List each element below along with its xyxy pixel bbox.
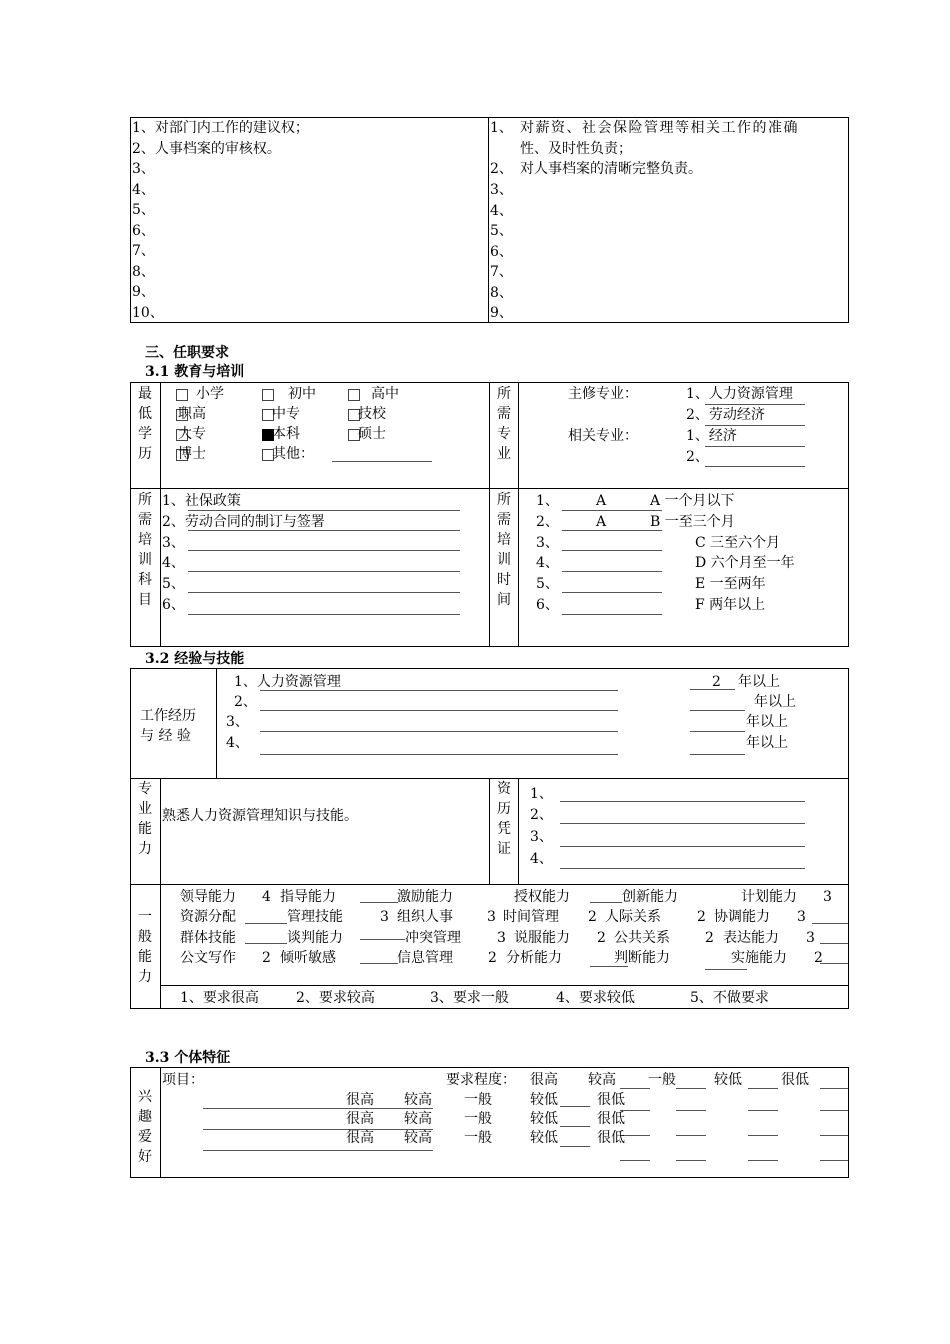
training-item: 5、 bbox=[162, 576, 185, 592]
degree-level: 较高 bbox=[404, 1130, 432, 1146]
ability-name: 时间管理 bbox=[503, 909, 559, 925]
experience-divider bbox=[160, 778, 161, 1009]
ability-name: 指导能力 bbox=[280, 889, 336, 905]
training-line bbox=[188, 530, 460, 531]
option-label: 其他： bbox=[272, 446, 314, 462]
ability-name: 谈判能力 bbox=[287, 930, 343, 946]
certificate-item: 4、 bbox=[530, 851, 553, 867]
training-line bbox=[188, 550, 460, 551]
certificate-line bbox=[560, 846, 805, 847]
training-item: 3、 bbox=[162, 535, 185, 551]
section-3-1-title: 3.1 教育与培训 bbox=[145, 364, 245, 380]
experience-line bbox=[260, 731, 618, 732]
experience-divider bbox=[489, 778, 490, 884]
ability-level: 2 bbox=[588, 909, 597, 925]
work-experience-label: 与 经 验 bbox=[140, 728, 191, 744]
ability-name: 公共关系 bbox=[614, 930, 670, 946]
ability-level: 2 bbox=[814, 950, 823, 966]
ability-level: 3 bbox=[806, 930, 815, 946]
interest-item-line[interactable] bbox=[203, 1108, 433, 1109]
degree-level: 很低 bbox=[781, 1072, 809, 1088]
ability-name: 授权能力 bbox=[514, 889, 570, 905]
ability-level-line bbox=[705, 969, 747, 970]
main-major-1: 1、人力资源管理 bbox=[686, 386, 793, 402]
experience-item: 4、 bbox=[226, 735, 249, 751]
degree-level: 很高 bbox=[346, 1130, 374, 1146]
training-time-legend: D 六个月至一年 bbox=[695, 555, 795, 571]
duty-item: 6、 bbox=[490, 243, 513, 260]
training-time-legend: B 一至三个月 bbox=[650, 514, 735, 530]
professional-ability-text: 熟悉人力资源管理知识与技能。 bbox=[162, 808, 358, 824]
training-time-value: A bbox=[596, 514, 607, 530]
ability-name: 信息管理 bbox=[397, 950, 453, 966]
training-time-value: A bbox=[596, 493, 607, 509]
related-major-1-line bbox=[705, 446, 805, 447]
training-time-line bbox=[562, 592, 662, 593]
duty-item: 4、 bbox=[490, 202, 513, 219]
ability-name: 表达能力 bbox=[723, 930, 779, 946]
interest-item-label: 项目： bbox=[162, 1072, 204, 1088]
ability-level: 2 bbox=[697, 909, 706, 925]
duty-2-num: 2、 bbox=[490, 161, 513, 177]
experience-years-line bbox=[690, 731, 745, 732]
section-3-2-title: 3.2 经验与技能 bbox=[145, 651, 245, 667]
option-label: 技校 bbox=[358, 406, 386, 422]
checkbox-primary-school[interactable] bbox=[176, 389, 188, 401]
right-item: 7、 bbox=[132, 243, 155, 259]
certificate-label: 资 历 凭 证 bbox=[497, 781, 511, 857]
degree-level: 较低 bbox=[530, 1111, 558, 1127]
ability-scale: 3、要求一般 bbox=[430, 990, 509, 1006]
training-item: 2、劳动合同的制订与签署 bbox=[162, 514, 325, 530]
degree-level: 一般 bbox=[648, 1072, 676, 1088]
education-divider bbox=[489, 382, 490, 647]
duty-1-num: 1、 bbox=[490, 120, 513, 136]
degree-line bbox=[748, 1088, 778, 1089]
ability-name: 组织人事 bbox=[397, 909, 453, 925]
degree-level: 较高 bbox=[588, 1072, 616, 1088]
training-time-line bbox=[562, 614, 662, 615]
degree-line bbox=[820, 1135, 848, 1136]
training-item: 4、 bbox=[162, 555, 185, 571]
training-time-num: 2、 bbox=[536, 514, 559, 530]
duty-item: 9、 bbox=[490, 305, 513, 321]
ability-name: 倾听敏感 bbox=[280, 950, 336, 966]
professional-ability-label: 专 业 能 力 bbox=[138, 781, 152, 857]
interest-divider bbox=[160, 1067, 161, 1178]
other-input-line[interactable] bbox=[332, 461, 432, 462]
ability-scale: 2、要求较高 bbox=[296, 990, 375, 1006]
certificate-item: 3、 bbox=[530, 829, 553, 845]
training-time-num: 5、 bbox=[536, 576, 559, 592]
duty-item: 7、 bbox=[490, 264, 513, 280]
option-label: 中专 bbox=[272, 406, 300, 422]
experience-divider bbox=[216, 668, 217, 778]
experience-years-line bbox=[690, 689, 735, 690]
ability-level-line bbox=[245, 943, 287, 944]
education-divider bbox=[518, 382, 519, 647]
ability-level: 3 bbox=[823, 889, 832, 905]
related-major-label: 相关专业： bbox=[568, 428, 638, 444]
training-line bbox=[188, 614, 460, 615]
training-time-num: 1、 bbox=[536, 493, 559, 509]
degree-level: 很高 bbox=[530, 1072, 558, 1088]
ability-scale: 4、要求较低 bbox=[556, 990, 635, 1006]
ability-level-line bbox=[245, 923, 287, 924]
ability-level-line bbox=[820, 963, 848, 964]
degree-level: 较低 bbox=[714, 1072, 742, 1088]
right-item: 1、对部门内工作的建议权； bbox=[132, 120, 309, 136]
ability-name: 说服能力 bbox=[514, 930, 570, 946]
ability-level: 2 bbox=[705, 930, 714, 946]
experience-years: 2 bbox=[712, 674, 721, 690]
degree-level: 一般 bbox=[464, 1130, 492, 1146]
ability-name: 分析能力 bbox=[506, 950, 562, 966]
ability-level: 3 bbox=[797, 909, 806, 925]
certificate-line bbox=[560, 801, 805, 802]
rights-duties-divider bbox=[488, 117, 489, 323]
training-line bbox=[188, 571, 460, 572]
ability-name: 判断能力 bbox=[614, 950, 670, 966]
ability-name: 实施能力 bbox=[731, 950, 787, 966]
certificate-line bbox=[560, 823, 805, 824]
rights-list bbox=[132, 118, 309, 323]
training-line bbox=[188, 592, 460, 593]
experience-item: 2、 bbox=[234, 694, 257, 710]
ability-level-line bbox=[590, 902, 622, 903]
degree-level: 较低 bbox=[530, 1130, 558, 1146]
ability-name: 领导能力 bbox=[180, 889, 236, 905]
duty-1-line2: 性、及时性负责； bbox=[520, 141, 632, 157]
training-time-legend: C 三至六个月 bbox=[695, 535, 781, 551]
degree-level: 较高 bbox=[404, 1092, 432, 1108]
training-time-line bbox=[562, 510, 662, 511]
duty-1-line1: 对薪资、社会保险管理等相关工作的准确 bbox=[520, 120, 799, 136]
training-time-line bbox=[562, 530, 662, 531]
duty-2-text: 对人事档案的清晰完整负责。 bbox=[520, 161, 702, 177]
option-label: 博士 bbox=[178, 446, 206, 462]
main-major-label: 主修专业： bbox=[568, 386, 638, 402]
ability-level: 4 bbox=[262, 889, 271, 905]
training-time-num: 3、 bbox=[536, 535, 559, 551]
right-item: 5、 bbox=[132, 202, 155, 218]
degree-level: 很低 bbox=[597, 1130, 625, 1146]
degree-line bbox=[676, 1160, 706, 1161]
duty-item: 3、 bbox=[490, 182, 513, 198]
interest-degree-label: 要求程度： bbox=[446, 1072, 516, 1088]
option-label: 本科 bbox=[272, 426, 300, 442]
right-item: 3、 bbox=[132, 161, 155, 177]
ability-name: 协调能力 bbox=[714, 909, 770, 925]
degree-line bbox=[748, 1110, 778, 1111]
checkbox-senior-high[interactable] bbox=[348, 389, 360, 401]
degree-line bbox=[820, 1160, 848, 1161]
training-time-label: 所 需 培 训 时 间 bbox=[497, 492, 511, 608]
option-label: 职高 bbox=[178, 406, 206, 422]
experience-item: 3、 bbox=[226, 714, 249, 730]
ability-scale: 1、要求很高 bbox=[180, 990, 259, 1006]
experience-divider bbox=[518, 778, 519, 884]
training-time-legend: F 两年以上 bbox=[695, 597, 766, 613]
ability-level-line bbox=[820, 943, 848, 944]
option-label: 硕士 bbox=[358, 426, 386, 442]
min-education-label: 最 低 学 历 bbox=[138, 386, 152, 462]
main-major-2: 2、劳动经济 bbox=[686, 407, 765, 423]
training-time-num: 6、 bbox=[536, 597, 559, 613]
ability-name: 创新能力 bbox=[622, 889, 678, 905]
degree-line bbox=[620, 1160, 650, 1161]
ability-level-line bbox=[360, 963, 398, 964]
degree-level: 一般 bbox=[464, 1092, 492, 1108]
option-label: 高中 bbox=[371, 386, 399, 402]
option-label: 小学 bbox=[196, 386, 224, 402]
degree-line bbox=[560, 1126, 590, 1127]
training-time-line bbox=[562, 571, 662, 572]
years-unit: 年以上 bbox=[754, 694, 796, 710]
training-time-line bbox=[562, 550, 662, 551]
training-subjects-label: 所 需 培 训 科 目 bbox=[138, 492, 152, 608]
ability-name: 管理技能 bbox=[287, 909, 343, 925]
ability-level: 3 bbox=[487, 909, 496, 925]
degree-line bbox=[560, 1146, 590, 1147]
major-label: 所 需 专 业 bbox=[497, 386, 511, 462]
duties-list-rest bbox=[490, 180, 513, 324]
degree-level: 很高 bbox=[346, 1111, 374, 1127]
option-label: 大专 bbox=[178, 426, 206, 442]
right-item: 8、 bbox=[132, 263, 155, 280]
ability-level: 2 bbox=[597, 930, 606, 946]
option-label: 初中 bbox=[288, 386, 316, 402]
degree-level: 很低 bbox=[597, 1092, 625, 1108]
ability-level-line bbox=[360, 939, 405, 940]
training-item: 6、 bbox=[162, 597, 185, 613]
ability-name: 群体技能 bbox=[180, 930, 236, 946]
related-major-1: 1、经济 bbox=[686, 428, 737, 444]
work-experience-label: 工作经历 bbox=[140, 708, 196, 724]
degree-line bbox=[676, 1135, 706, 1136]
right-item: 6、 bbox=[132, 222, 155, 239]
experience-years-line bbox=[690, 710, 745, 711]
ability-level-line bbox=[360, 902, 398, 903]
experience-row-divider bbox=[130, 884, 849, 885]
right-item: 10、 bbox=[132, 304, 164, 321]
certificate-item: 1、 bbox=[530, 786, 553, 802]
degree-line bbox=[820, 1110, 848, 1111]
ability-name: 计划能力 bbox=[741, 889, 797, 905]
degree-level: 一般 bbox=[464, 1111, 492, 1127]
certificate-item: 2、 bbox=[530, 807, 553, 823]
degree-line bbox=[748, 1160, 778, 1161]
degree-level: 较高 bbox=[404, 1111, 432, 1127]
experience-line bbox=[260, 710, 618, 711]
degree-line bbox=[560, 1106, 590, 1107]
degree-level: 较低 bbox=[530, 1092, 558, 1108]
degree-line bbox=[748, 1135, 778, 1136]
interest-item-line[interactable] bbox=[203, 1150, 433, 1151]
checkbox-junior-high[interactable] bbox=[262, 389, 274, 401]
years-unit: 年以上 bbox=[746, 735, 788, 751]
ability-level: 2 bbox=[262, 950, 271, 966]
ability-name: 人际关系 bbox=[605, 909, 661, 925]
degree-line bbox=[820, 1088, 848, 1089]
degree-line bbox=[676, 1110, 706, 1111]
related-major-2: 2、 bbox=[686, 449, 709, 465]
ability-level-line bbox=[812, 923, 848, 924]
right-item: 2、人事档案的审核权。 bbox=[132, 140, 281, 157]
years-unit: 年以上 bbox=[746, 714, 788, 730]
ability-scale: 5、不做要求 bbox=[690, 990, 769, 1006]
experience-years-line bbox=[690, 754, 745, 755]
ability-name: 公文写作 bbox=[180, 950, 236, 966]
degree-line bbox=[620, 1088, 650, 1089]
section-title: 三、任职要求 bbox=[145, 345, 229, 361]
years-unit: 年以上 bbox=[738, 674, 780, 690]
experience-item: 1、人力资源管理 bbox=[234, 674, 341, 690]
training-time-num: 4、 bbox=[536, 555, 559, 571]
ability-level: 2 bbox=[488, 950, 497, 966]
degree-line bbox=[676, 1088, 706, 1089]
experience-row-divider bbox=[160, 985, 849, 986]
general-ability-label: 一 般 能 力 bbox=[138, 909, 152, 985]
degree-level: 很低 bbox=[597, 1111, 625, 1127]
right-item: 4、 bbox=[132, 181, 155, 198]
experience-line bbox=[260, 754, 618, 755]
ability-name: 激励能力 bbox=[397, 889, 453, 905]
certificate-line bbox=[560, 868, 805, 869]
related-major-2-line bbox=[705, 466, 805, 467]
training-time-legend: A 一个月以下 bbox=[650, 493, 735, 509]
training-line bbox=[188, 510, 460, 511]
ability-name: 冲突管理 bbox=[405, 930, 461, 946]
ability-level: 3 bbox=[380, 909, 389, 925]
education-divider bbox=[160, 382, 161, 647]
experience-line bbox=[260, 690, 618, 691]
degree-level: 很高 bbox=[346, 1092, 374, 1108]
ability-level: 3 bbox=[497, 930, 506, 946]
section-3-3-title: 3.3 个体特征 bbox=[145, 1050, 231, 1066]
right-item: 9、 bbox=[132, 284, 155, 300]
ability-name: 资源分配 bbox=[180, 909, 236, 925]
interest-label: 兴 趣 爱 好 bbox=[138, 1089, 152, 1165]
interest-item-line[interactable] bbox=[203, 1129, 433, 1130]
training-time-legend: E 一至两年 bbox=[695, 576, 766, 592]
training-item: 1、社保政策 bbox=[162, 493, 241, 509]
duty-item: 5、 bbox=[490, 223, 513, 239]
duty-item: 8、 bbox=[490, 284, 513, 301]
